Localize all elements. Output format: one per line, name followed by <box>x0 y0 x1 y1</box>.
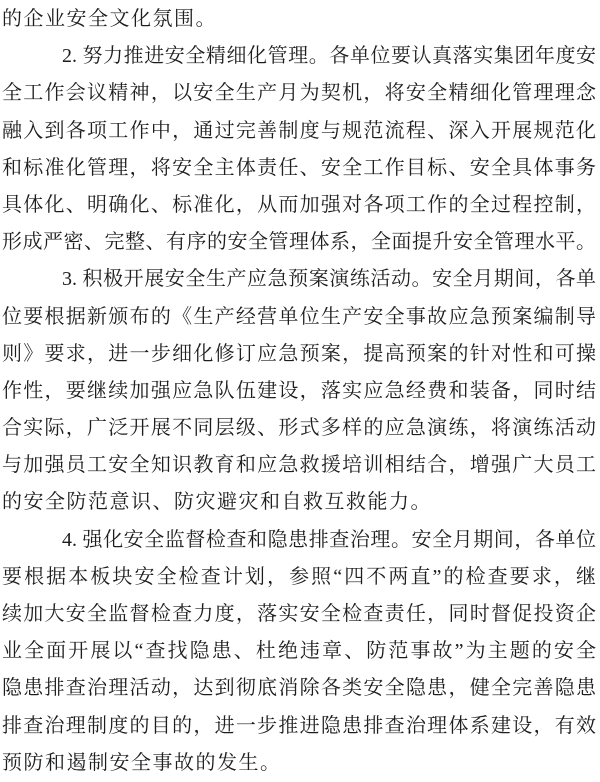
text-line: 续加大安全监督检查力度，落实安全检查责任，同时督促投资企 <box>2 603 596 625</box>
text-line: 2. 努力推进安全精细化管理。各单位要认真落实集团年度安 <box>62 45 596 68</box>
text-line: 位要根据新颁布的《生产经营单位生产安全事故应急预案编制导 <box>2 305 596 328</box>
text-line: 排查治理制度的目的，进一步推进隐患排查治理体系建设，有效 <box>2 714 596 737</box>
text-line: 和标准化管理，将安全主体责任、安全工作目标、安全具体事务 <box>2 156 596 179</box>
text-line: 业全面开展以“查找隐患、杜绝违章、防范事故”为主题的安全 <box>2 640 596 663</box>
text-line: 全工作会议精神，以安全生产月为契机，将安全精细化管理理念 <box>2 82 596 105</box>
document-body <box>2 1 596 782</box>
text-line: 具体化、明确化、标准化，从而加强对各项工作的全过程控制， <box>2 193 596 216</box>
text-line: 与加强员工安全知识教育和应急救援培训相结合，增强广大员工 <box>2 454 596 477</box>
text-line: 形成严密、完整、有序的安全管理体系，全面提升安全管理水平。 <box>2 231 596 254</box>
text-line: 作性，要继续加强应急队伍建设，落实应急经费和装备，同时结 <box>2 379 596 402</box>
text-line: 隐患排查治理活动，达到彻底消除各类安全隐患，健全完善隐患 <box>2 677 596 700</box>
text-line: 则》要求，进一步细化修订应急预案，提高预案的针对性和可操 <box>2 342 596 365</box>
text-line: 融入到各项工作中，通过完善制度与规范流程、深入开展规范化 <box>2 119 596 142</box>
text-line: 要根据本板块安全检查计划，参照“四不两直”的检查要求，继 <box>2 565 596 588</box>
text-line: 的企业安全文化氛围。 <box>2 8 217 30</box>
text-line: 4. 强化安全监督检查和隐患排查治理。安全月期间，各单位 <box>62 528 596 551</box>
text-line: 3. 积极开展安全生产应急预案演练活动。安全月期间，各单 <box>62 268 596 291</box>
text-line: 合实际，广泛开展不同层级、形式多样的应急演练，将演练活动 <box>2 417 596 440</box>
text-line: 的安全防范意识、防灾避灾和自救互救能力。 <box>2 491 432 514</box>
text-line: 预防和遏制安全事故的发生。 <box>2 751 282 774</box>
